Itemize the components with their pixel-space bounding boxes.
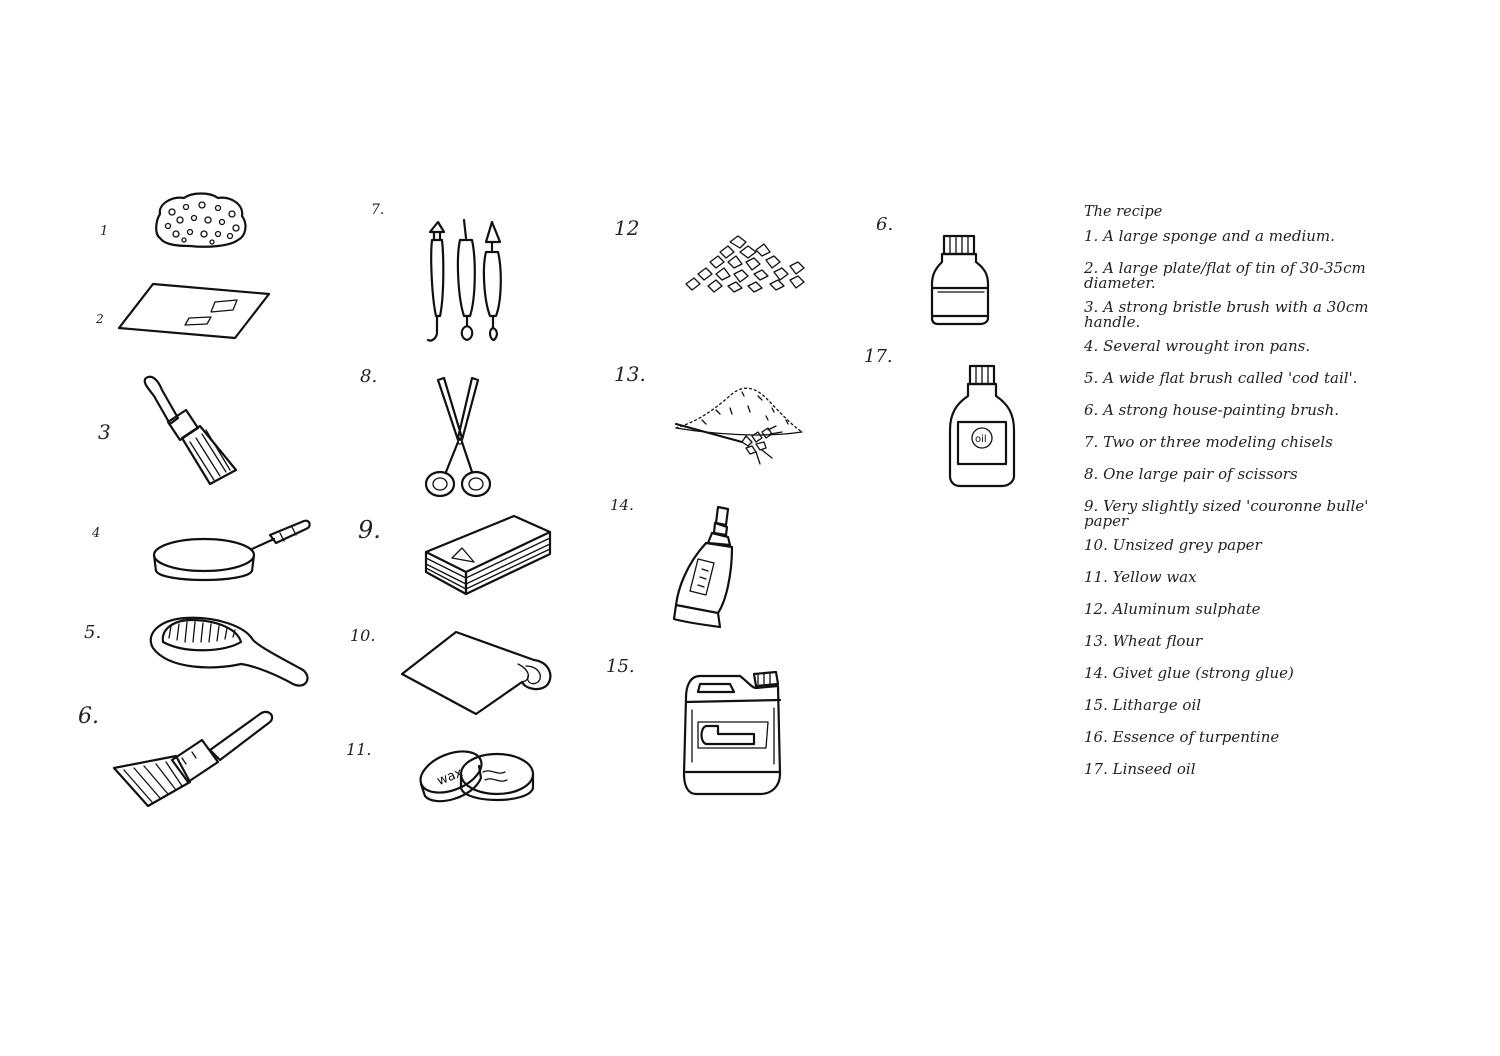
item-number-16: 6.	[876, 214, 894, 235]
sponge-illustration	[150, 190, 250, 252]
recipe-item: 3. A strong bristle brush with a 30cm handle.	[1084, 298, 1369, 331]
item-number-15: 15.	[606, 656, 635, 677]
item-number-6: 6.	[78, 704, 99, 729]
bristle-brush-illustration	[140, 372, 245, 487]
oil-label: oil	[975, 434, 987, 445]
recipe-item: 10. Unsized grey paper	[1084, 536, 1262, 554]
recipe-item: 7. Two or three modeling chisels	[1084, 433, 1333, 451]
grey-paper-roll-illustration	[398, 626, 558, 718]
recipe-item: 11. Yellow wax	[1084, 568, 1197, 586]
recipe-item: 14. Givet glue (strong glue)	[1084, 664, 1294, 682]
recipe-item: 16. Essence of turpentine	[1084, 728, 1280, 746]
item-number-2: 2	[96, 312, 104, 326]
item-number-7: 7.	[371, 202, 385, 218]
wax-label: wax	[435, 765, 466, 790]
linseed-oil-bottle-illustration	[946, 360, 1018, 490]
cod-tail-brush-illustration	[145, 608, 315, 693]
tin-plate-illustration	[115, 280, 275, 342]
item-number-14: 14.	[610, 496, 634, 514]
recipe-title: The recipe	[1084, 204, 1163, 220]
frying-pan-illustration	[150, 515, 315, 587]
item-number-9: 9.	[358, 516, 381, 544]
item-number-8: 8.	[360, 366, 378, 387]
recipe-list-panel	[1084, 204, 1414, 794]
sized-paper-stack-illustration	[422, 510, 557, 602]
house-painting-brush-illustration	[110, 706, 275, 811]
litharge-oil-jerrycan-illustration	[678, 662, 788, 800]
item-number-11: 11.	[346, 740, 372, 759]
item-number-4: 4	[92, 526, 101, 541]
item-number-3: 3	[98, 420, 111, 444]
scissors-illustration	[418, 378, 498, 503]
glue-tube-illustration	[668, 505, 738, 630]
item-number-5: 5.	[84, 622, 102, 643]
item-number-13: 13.	[614, 362, 646, 386]
recipe-item: 8. One large pair of scissors	[1084, 465, 1298, 483]
recipe-item: 15. Litharge oil	[1084, 696, 1202, 714]
recipe-item: 6. A strong house-painting brush.	[1084, 401, 1340, 419]
recipe-item: 1. A large sponge and a medium.	[1084, 227, 1335, 245]
item-number-12: 12	[614, 216, 640, 240]
recipe-item: 13. Wheat flour	[1084, 632, 1203, 650]
wheat-flour-illustration	[672, 380, 807, 470]
item-number-10: 10.	[350, 626, 376, 645]
recipe-item: 5. A wide flat brush called 'cod tail'.	[1084, 369, 1358, 387]
turpentine-bottle-illustration	[928, 232, 994, 327]
recipe-item: 9. Very slightly sized 'couronne bulle' paper	[1084, 497, 1369, 530]
yellow-wax-tin-illustration	[413, 738, 538, 818]
recipe-item: 2. A large plate/flat of tin of 30-35cm diameter.	[1084, 259, 1366, 292]
item-number-1: 1	[100, 224, 109, 239]
item-number-17: 17.	[864, 346, 893, 367]
recipe-item: 4. Several wrought iron pans.	[1084, 337, 1311, 355]
recipe-item: 12. Aluminum sulphate	[1084, 600, 1261, 618]
recipe-item: 17. Linseed oil	[1084, 760, 1196, 778]
recipe-items	[1084, 229, 1414, 778]
modeling-chisels-illustration	[420, 218, 520, 350]
aluminum-sulphate-crystals-illustration	[680, 232, 810, 297]
